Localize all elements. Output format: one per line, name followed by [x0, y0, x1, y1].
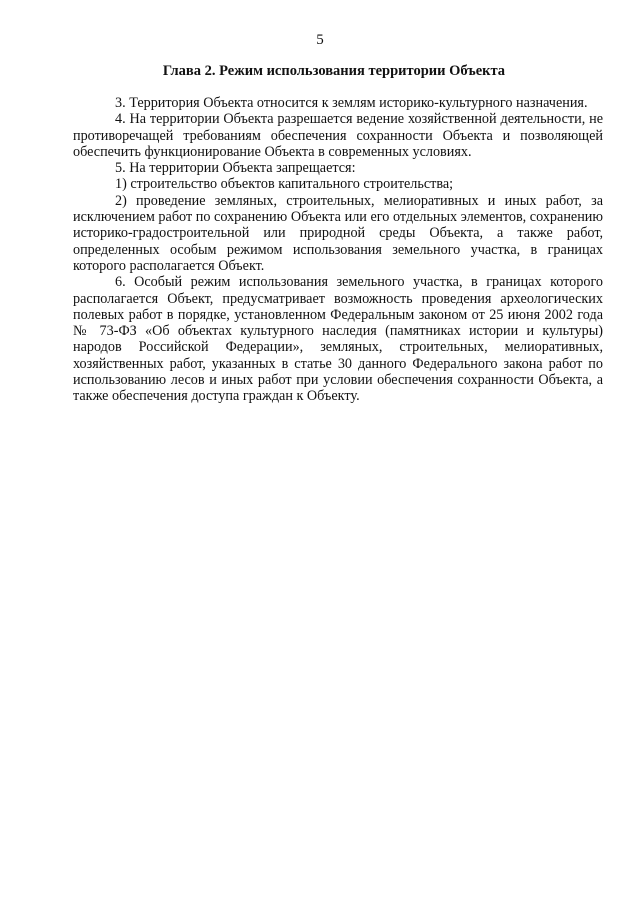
chapter-title: Глава 2. Режим использования территории Объекта — [162, 63, 506, 79]
body-text — [73, 95, 603, 405]
list-item-1: 1) строительство объектов капитального строительства; — [115, 176, 454, 193]
paragraph-item-5: 5. На территории Объекта запрещается: — [115, 160, 356, 177]
paragraph-item-6: 6. Особый режим использования земельного участка, в границах которого располагается Объект, предусматривает возможность проведения археологических полевых работ в порядке, установленном Федеральным законом от 25 июня 2002 года № 73-ФЗ «Об объектах культурного наследия (памятниках истории и культуры) народов Российской Федерации», земляных, строительных, мелиоративных, хозяйственных работ, указанных в статье 30 данного Федерального закона работ по использованию лесов и иных работ при условии обеспечения сохранности Объекта, а также обеспечения доступа граждан к Объекту. — [73, 274, 603, 405]
list-item-2: 2) проведение земляных, строительных, мелиоративных и иных работ, за исключением работ по сохранению Объекта или его отдельных элементов, сохранению историко-градостроительной или природной среды Объекта, а также работ, определенных особым режимом использования земельного участка, в границах которого располагается Объект. — [73, 192, 603, 274]
paragraph-item-3: 3. Территория Объекта относится к землям историко-культурного назначения. — [115, 95, 588, 111]
page-number: 5 — [316, 32, 324, 48]
paragraph-item-4: 4. На территории Объекта разрешается ведение хозяйственной деятельности, не противоречащей требованиям обеспечения сохранности Объекта и позволяющей обеспечить функционирование Объекта в современных условиях. — [73, 111, 603, 160]
